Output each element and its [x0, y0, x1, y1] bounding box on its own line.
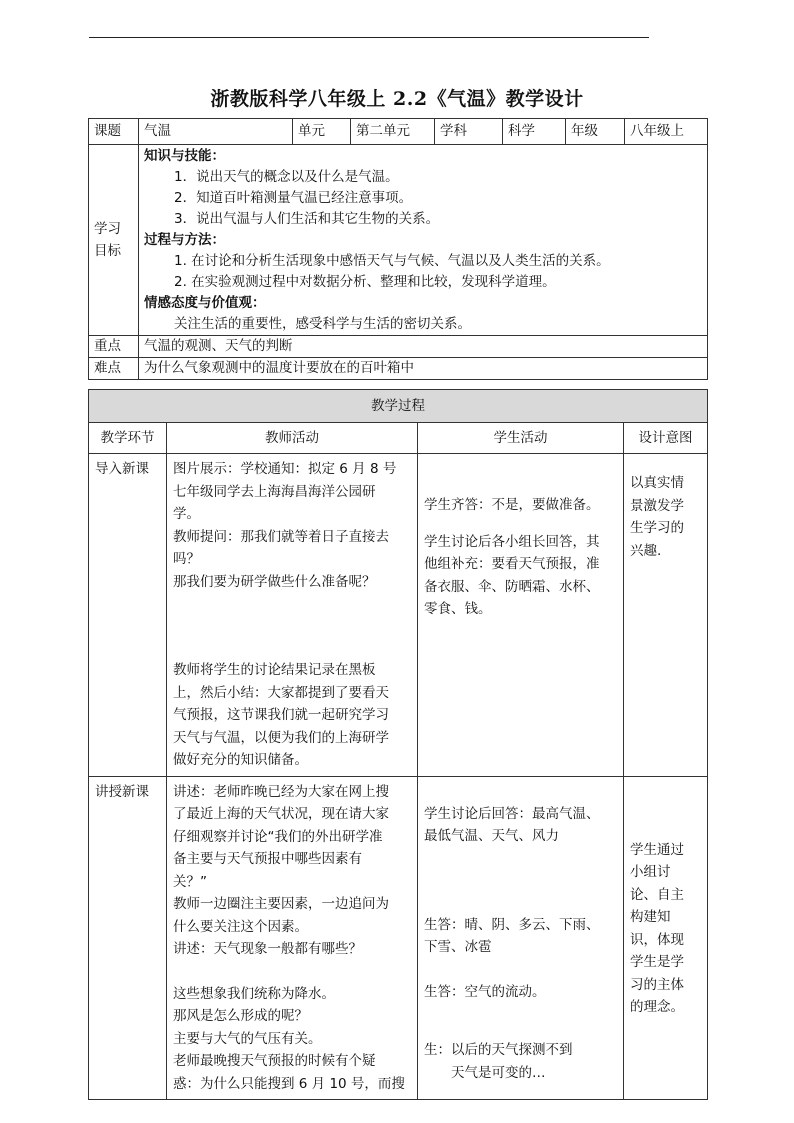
teacher-line: 这些想象我们统称为降水。	[173, 985, 335, 1002]
topic-value: 气温	[139, 119, 293, 145]
grade-label: 年级	[566, 119, 625, 145]
top-rule	[89, 37, 649, 38]
objectives-label-line: 目标	[94, 243, 121, 259]
column-header: 学生活动	[418, 423, 624, 454]
column-header: 教学环节	[89, 423, 167, 454]
objectives-label	[89, 145, 139, 336]
knowledge-item: 1．说出天气的概念以及什么是气温。	[174, 169, 399, 185]
student-line: 备衣服、伞、防晒霜、水杯、	[424, 578, 600, 595]
teacher-line: 备主要与天气预报中哪些因素有	[173, 851, 362, 867]
intent-line: 识，体现	[630, 931, 684, 948]
grade-value: 八年级上	[625, 119, 708, 145]
knowledge-item: 2．知道百叶箱测量气温已经注意事项。	[174, 190, 413, 206]
intent-line: 学生通过	[630, 841, 684, 858]
stage-name: 导入新课	[95, 461, 149, 477]
stage-cell	[89, 454, 167, 777]
knowledge-item: 3．说出气温与人们生活和其它生物的关系。	[174, 211, 440, 227]
teacher-line: 老师最晚搜天气预报的时候有个疑	[173, 1053, 376, 1069]
teacher-line: 教师将学生的讨论结果记录在黑板	[173, 662, 376, 678]
student-line: 学生齐答：不是，要做准备。	[424, 497, 600, 513]
teacher-line: 天气与气温，以便为我们的上海研学	[173, 729, 389, 746]
teacher-line: 教师一边圈注主要因素，一边追问为	[173, 896, 389, 912]
intent-line: 论、自主	[630, 886, 684, 903]
knowledge-heading: 知识与技能：	[144, 148, 225, 164]
intent-line: 兴趣.	[630, 542, 662, 559]
student-activity	[418, 454, 624, 777]
teacher-line: 教师提问：那我们就等着日子直接去	[173, 528, 389, 545]
intent-line: 景激发学	[630, 497, 684, 514]
teacher-line: 吗？	[173, 551, 200, 567]
student-line: 天气是可变的…	[424, 1064, 546, 1081]
table-row	[89, 776, 708, 1100]
teacher-line: 气预报，这节课我们就一起研究学习	[173, 707, 389, 723]
intent-line: 学生是学	[630, 954, 684, 970]
difficulty-label: 难点	[89, 358, 139, 380]
stage-name: 讲授新课	[95, 783, 149, 800]
student-line: 最低气温、天气、风力	[424, 828, 559, 844]
design-intent	[624, 454, 708, 777]
emotion-heading: 情感态度与价值观：	[144, 295, 266, 311]
teacher-line: 图片展示：学校通知：拟定 6 月 8 号	[173, 461, 397, 477]
intent-line: 小组讨	[630, 864, 671, 880]
teacher-line: 什么要关注这个因素。	[173, 918, 308, 935]
intent-line: 习的主体	[630, 976, 684, 993]
unit-value: 第二单元	[351, 119, 435, 145]
column-header: 设计意图	[624, 423, 708, 454]
difficulty-value: 为什么气象观测中的温度计要放在的百叶箱中	[139, 358, 708, 380]
student-line: 学生讨论后各小组长回答，其	[424, 533, 600, 550]
teacher-line: 主要与大气的气压有关。	[173, 1030, 322, 1047]
teacher-line: 了最近上海的天气状况，现在请大家	[173, 806, 389, 822]
key-value: 气温的观测、天气的判断	[139, 336, 708, 358]
table-row	[89, 454, 708, 777]
intent-line: 的理念。	[630, 999, 684, 1015]
student-activity	[418, 776, 624, 1100]
student-line: 生：以后的天气探测不到	[424, 1042, 573, 1058]
process-table	[88, 389, 708, 1100]
topic-label: 课题	[89, 119, 139, 145]
intent-line: 生学习的	[630, 520, 684, 536]
subject-label: 学科	[435, 119, 503, 145]
teacher-line: 那我们要为研学做些什么准备呢？	[173, 573, 376, 590]
student-line: 零食、钱。	[424, 601, 492, 617]
process-item: 1. 在讨论和分析生活现象中感悟天气与气候、气温以及人类生活的关系。	[174, 253, 610, 269]
emotion-item: 关注生活的重要性，感受科学与生活的密切关系。	[174, 316, 471, 332]
subject-value: 科学	[503, 119, 566, 145]
intent-line: 以真实情	[630, 475, 684, 491]
process-heading: 过程与方法：	[144, 232, 225, 248]
info-table	[88, 118, 708, 380]
student-line: 生答：晴、阴、多云、下雨、	[424, 916, 600, 933]
process-header: 教学过程	[89, 390, 708, 423]
teacher-line: 上，然后小结：大家都提到了要看天	[173, 684, 389, 701]
student-line: 学生讨论后回答：最高气温、	[424, 805, 600, 822]
teacher-line: 仔细观察并讨论“我们的外出研学准	[173, 828, 383, 845]
stage-cell	[89, 776, 167, 1100]
teacher-line: 那风是怎么形成的呢？	[173, 1008, 308, 1024]
student-line: 下雪、冰雹	[424, 939, 492, 955]
teacher-line: 学。	[173, 506, 200, 522]
document-title: 浙教版科学八年级上 2.2《气温》教学设计	[210, 88, 584, 110]
objectives-label-line: 学习	[94, 220, 121, 237]
teacher-line: 讲述：老师昨晚已经为大家在网上搜	[173, 783, 389, 800]
teacher-line: 惑：为什么只能搜到 6 月 10 号，而搜	[173, 1075, 405, 1092]
objectives-content	[139, 145, 708, 336]
student-line: 他组补充：要看天气预报，准	[424, 556, 600, 572]
intent-line: 构建知	[630, 909, 671, 925]
student-line: 生答：空气的流动。	[424, 983, 546, 1000]
process-item: 2. 在实验观测过程中对数据分析、整理和比较，发现科学道理。	[174, 274, 556, 290]
design-intent	[624, 776, 708, 1100]
teacher-line: 做好充分的知识储备。	[173, 752, 308, 768]
key-label: 重点	[89, 336, 139, 358]
teacher-line: 七年级同学去上海海昌海洋公园研	[173, 483, 376, 500]
teacher-line: 讲述：天气现象一般都有哪些？	[173, 941, 362, 957]
column-header: 教师活动	[167, 423, 418, 454]
teacher-line: 关？”	[173, 873, 207, 890]
unit-label: 单元	[293, 119, 351, 145]
teacher-activity	[167, 776, 418, 1100]
teacher-activity	[167, 454, 418, 777]
